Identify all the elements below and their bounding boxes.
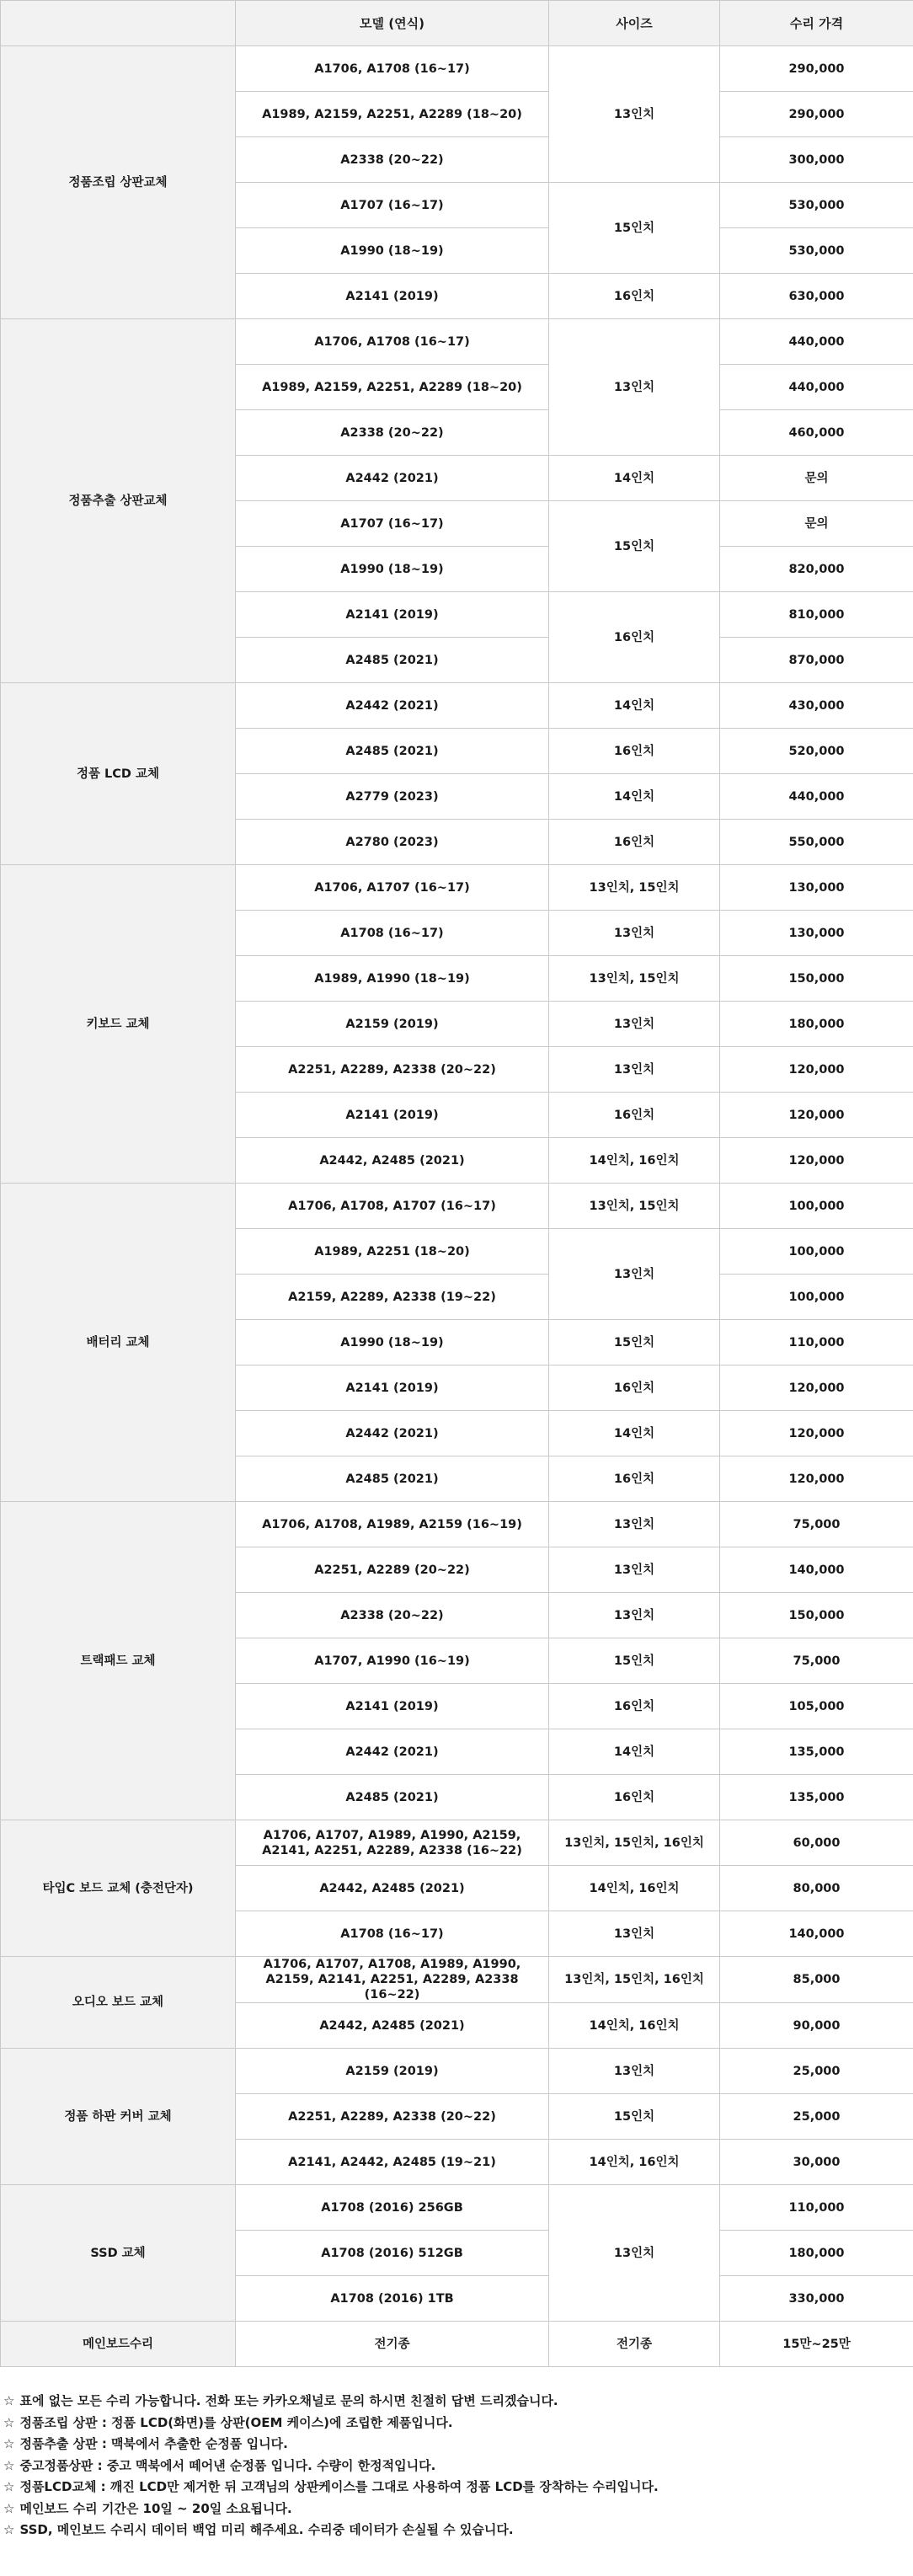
size-cell: 14인치 (549, 774, 720, 820)
category-cell: 메인보드수리 (1, 2322, 236, 2367)
price-cell: 90,000 (720, 2003, 913, 2049)
table-row (1, 2322, 913, 2367)
price-cell: 180,000 (720, 2231, 913, 2276)
size-cell: 13인치 (549, 1502, 720, 1547)
price-cell: 110,000 (720, 2185, 913, 2231)
note-text: 정품LCD교체 : 깨진 LCD만 제거한 뒤 고객님의 상판케이스를 그대로 사용하여 정품 LCD를 장착하는 수리입니다. (19, 2479, 659, 2494)
model-cell: A2338 (20~22) (236, 410, 549, 456)
size-cell: 14인치, 16인치 (549, 1866, 720, 1911)
size-cell: 14인치, 16인치 (549, 2003, 720, 2049)
model-cell: A1706, A1707, A1989, A1990, A2159, A2141, A2251, A2289, A2338 (16~22) (236, 1820, 549, 1866)
price-cell: 110,000 (720, 1320, 913, 1365)
size-cell: 14인치 (549, 683, 720, 729)
model-cell: A1708 (16~17) (236, 1911, 549, 1957)
price-cell: 25,000 (720, 2049, 913, 2094)
star-icon: ☆ (3, 2479, 15, 2494)
price-cell: 문의 (720, 456, 913, 501)
note-text: 표에 없는 모든 수리 가능합니다. 전화 또는 카카오채널로 문의 하시면 친절히 답변 드리겠습니다. (19, 2393, 558, 2408)
model-cell: A1990 (18~19) (236, 1320, 549, 1365)
price-cell: 120,000 (720, 1365, 913, 1411)
model-cell: A2442 (2021) (236, 683, 549, 729)
model-cell: A2442 (2021) (236, 456, 549, 501)
size-cell: 13인치 (549, 2185, 720, 2322)
table-body (1, 46, 913, 2367)
note-text: 중고정품상판 : 중고 맥북에서 떼어낸 순정품 입니다. 수량이 한정적입니다. (19, 2457, 436, 2473)
header-price: 수리 가격 (720, 1, 913, 46)
note-line (3, 2434, 910, 2456)
model-cell: A2141 (2019) (236, 274, 549, 319)
price-cell: 520,000 (720, 729, 913, 774)
size-cell: 16인치 (549, 1365, 720, 1411)
note-text: 정품추출 상판 : 맥북에서 추출한 순정품 입니다. (19, 2436, 288, 2451)
model-cell: A2780 (2023) (236, 820, 549, 865)
model-cell: A1707 (16~17) (236, 501, 549, 547)
star-icon: ☆ (3, 2393, 15, 2408)
price-cell: 150,000 (720, 956, 913, 1002)
model-cell: A1708 (2016) 512GB (236, 2231, 549, 2276)
size-cell: 13인치, 15인치 (549, 1184, 720, 1229)
category-cell: 배터리 교체 (1, 1184, 236, 1502)
note-text: 정품조립 상판 : 정품 LCD(화면)를 상판(OEM 케이스)에 조립한 제품입니다. (19, 2414, 453, 2430)
size-cell: 13인치 (549, 1002, 720, 1047)
price-cell: 460,000 (720, 410, 913, 456)
size-cell: 14인치, 16인치 (549, 1138, 720, 1184)
price-cell: 135,000 (720, 1729, 913, 1775)
star-icon: ☆ (3, 2522, 15, 2537)
model-cell: A2141 (2019) (236, 1684, 549, 1729)
notes-section (3, 2391, 910, 2541)
note-line (3, 2499, 910, 2520)
category-cell: 정품추출 상판교체 (1, 319, 236, 683)
model-cell: A2442, A2485 (2021) (236, 1138, 549, 1184)
price-cell: 440,000 (720, 774, 913, 820)
price-cell: 140,000 (720, 1547, 913, 1593)
model-cell: A1708 (16~17) (236, 911, 549, 956)
note-line (3, 2391, 910, 2413)
price-cell: 630,000 (720, 274, 913, 319)
table-row (1, 683, 913, 729)
table-row (1, 1820, 913, 1866)
note-line (3, 2456, 910, 2477)
size-cell: 13인치, 15인치 (549, 956, 720, 1002)
model-cell: A2485 (2021) (236, 729, 549, 774)
star-icon: ☆ (3, 2414, 15, 2430)
model-cell: A1990 (18~19) (236, 228, 549, 274)
model-cell: A1989, A2159, A2251, A2289 (18~20) (236, 365, 549, 410)
table-row (1, 46, 913, 92)
size-cell: 15인치 (549, 1320, 720, 1365)
model-cell: A2159 (2019) (236, 1002, 549, 1047)
size-cell: 14인치 (549, 456, 720, 501)
price-cell: 100,000 (720, 1184, 913, 1229)
price-cell: 300,000 (720, 137, 913, 183)
header-category (1, 1, 236, 46)
category-cell: 키보드 교체 (1, 865, 236, 1184)
price-cell: 120,000 (720, 1456, 913, 1502)
size-cell: 13인치 (549, 1047, 720, 1093)
price-cell: 100,000 (720, 1275, 913, 1320)
star-icon: ☆ (3, 2436, 15, 2451)
model-cell: A2141, A2442, A2485 (19~21) (236, 2140, 549, 2185)
size-cell: 16인치 (549, 1684, 720, 1729)
size-cell: 16인치 (549, 1775, 720, 1820)
model-cell: A2159, A2289, A2338 (19~22) (236, 1275, 549, 1320)
table-row (1, 865, 913, 911)
category-cell: SSD 교체 (1, 2185, 236, 2322)
model-cell: A2251, A2289, A2338 (20~22) (236, 2094, 549, 2140)
size-cell: 13인치, 15인치, 16인치 (549, 1820, 720, 1866)
model-cell: A1707 (16~17) (236, 183, 549, 228)
table-row (1, 2049, 913, 2094)
table-row (1, 1502, 913, 1547)
size-cell: 13인치 (549, 319, 720, 456)
size-cell: 16인치 (549, 729, 720, 774)
price-cell: 810,000 (720, 592, 913, 638)
price-cell: 30,000 (720, 2140, 913, 2185)
table-row (1, 319, 913, 365)
model-cell: A1706, A1708 (16~17) (236, 319, 549, 365)
model-cell: A2442 (2021) (236, 1411, 549, 1456)
note-line (3, 2477, 910, 2499)
size-cell: 14인치 (549, 1411, 720, 1456)
header-model: 모델 (연식) (236, 1, 549, 46)
size-cell: 15인치 (549, 1638, 720, 1684)
model-cell: A2442 (2021) (236, 1729, 549, 1775)
model-cell: A1706, A1708, A1989, A2159 (16~19) (236, 1502, 549, 1547)
model-cell: A2485 (2021) (236, 1775, 549, 1820)
size-cell: 16인치 (549, 1456, 720, 1502)
model-cell: A1706, A1708, A1707 (16~17) (236, 1184, 549, 1229)
size-cell: 13인치 (549, 1911, 720, 1957)
model-cell: A2141 (2019) (236, 1365, 549, 1411)
price-cell: 100,000 (720, 1229, 913, 1275)
model-cell: A1990 (18~19) (236, 547, 549, 592)
model-cell: A2251, A2289 (20~22) (236, 1547, 549, 1593)
price-cell: 330,000 (720, 2276, 913, 2322)
price-cell: 550,000 (720, 820, 913, 865)
size-cell: 13인치 (549, 1547, 720, 1593)
size-cell: 13인치, 15인치, 16인치 (549, 1957, 720, 2003)
model-cell: A2485 (2021) (236, 1456, 549, 1502)
price-cell: 820,000 (720, 547, 913, 592)
model-cell: A1989, A2159, A2251, A2289 (18~20) (236, 92, 549, 137)
price-cell: 440,000 (720, 365, 913, 410)
note-text: 메인보드 수리 기간은 10일 ~ 20일 소요됩니다. (19, 2500, 292, 2516)
size-cell: 16인치 (549, 274, 720, 319)
size-cell: 13인치 (549, 46, 720, 183)
model-cell: A1706, A1707, A1708, A1989, A1990, A2159, A2141, A2251, A2289, A2338 (16~22) (236, 1957, 549, 2003)
price-cell: 430,000 (720, 683, 913, 729)
model-cell: A2159 (2019) (236, 2049, 549, 2094)
price-cell: 150,000 (720, 1593, 913, 1638)
size-cell: 13인치 (549, 1229, 720, 1320)
price-cell: 870,000 (720, 638, 913, 683)
price-cell: 120,000 (720, 1093, 913, 1138)
price-cell: 290,000 (720, 46, 913, 92)
category-cell: 정품 하판 커버 교체 (1, 2049, 236, 2185)
price-cell: 530,000 (720, 183, 913, 228)
price-cell: 60,000 (720, 1820, 913, 1866)
model-cell: A2485 (2021) (236, 638, 549, 683)
model-cell: A1706, A1708 (16~17) (236, 46, 549, 92)
size-cell: 13인치 (549, 1593, 720, 1638)
table-row (1, 1957, 913, 2003)
model-cell: A2141 (2019) (236, 592, 549, 638)
price-cell: 290,000 (720, 92, 913, 137)
size-cell: 16인치 (549, 592, 720, 683)
size-cell: 13인치, 15인치 (549, 865, 720, 911)
star-icon: ☆ (3, 2500, 15, 2516)
model-cell: A1989, A1990 (18~19) (236, 956, 549, 1002)
table-header-row (1, 1, 913, 46)
price-cell: 80,000 (720, 1866, 913, 1911)
size-cell: 15인치 (549, 501, 720, 592)
price-cell: 75,000 (720, 1638, 913, 1684)
size-cell: 15인치 (549, 183, 720, 274)
note-line (3, 2520, 910, 2541)
model-cell: A1989, A2251 (18~20) (236, 1229, 549, 1275)
model-cell: A2442, A2485 (2021) (236, 1866, 549, 1911)
size-cell: 13인치 (549, 911, 720, 956)
table-row (1, 2185, 913, 2231)
category-cell: 트랙패드 교체 (1, 1502, 236, 1820)
category-cell: 정품조립 상판교체 (1, 46, 236, 319)
price-cell: 85,000 (720, 1957, 913, 2003)
model-cell: A2141 (2019) (236, 1093, 549, 1138)
model-cell: A1708 (2016) 256GB (236, 2185, 549, 2231)
note-text: SSD, 메인보드 수리시 데이터 백업 미리 해주세요. 수리중 데이터가 손실될 수 있습니다. (19, 2522, 514, 2537)
price-cell: 문의 (720, 501, 913, 547)
header-size: 사이즈 (549, 1, 720, 46)
price-cell: 25,000 (720, 2094, 913, 2140)
price-cell: 135,000 (720, 1775, 913, 1820)
note-line (3, 2413, 910, 2434)
price-cell: 440,000 (720, 319, 913, 365)
star-icon: ☆ (3, 2457, 15, 2473)
price-cell: 120,000 (720, 1411, 913, 1456)
price-cell: 130,000 (720, 865, 913, 911)
price-cell: 120,000 (720, 1047, 913, 1093)
model-cell: A1706, A1707 (16~17) (236, 865, 549, 911)
size-cell: 전기종 (549, 2322, 720, 2367)
size-cell: 16인치 (549, 1093, 720, 1138)
price-cell: 180,000 (720, 1002, 913, 1047)
model-cell: A2338 (20~22) (236, 1593, 549, 1638)
price-cell: 130,000 (720, 911, 913, 956)
model-cell: A2251, A2289, A2338 (20~22) (236, 1047, 549, 1093)
model-cell: A1707, A1990 (16~19) (236, 1638, 549, 1684)
category-cell: 오디오 보드 교체 (1, 1957, 236, 2049)
size-cell: 14인치, 16인치 (549, 2140, 720, 2185)
price-cell: 105,000 (720, 1684, 913, 1729)
price-cell: 120,000 (720, 1138, 913, 1184)
size-cell: 14인치 (549, 1729, 720, 1775)
model-cell: A2338 (20~22) (236, 137, 549, 183)
size-cell: 16인치 (549, 820, 720, 865)
size-cell: 15인치 (549, 2094, 720, 2140)
model-cell: 전기종 (236, 2322, 549, 2367)
category-cell: 정품 LCD 교체 (1, 683, 236, 865)
model-cell: A1708 (2016) 1TB (236, 2276, 549, 2322)
category-cell: 타입C 보드 교체 (충전단자) (1, 1820, 236, 1957)
table-row (1, 1184, 913, 1229)
model-cell: A2779 (2023) (236, 774, 549, 820)
price-cell: 530,000 (720, 228, 913, 274)
price-cell: 140,000 (720, 1911, 913, 1957)
price-cell: 75,000 (720, 1502, 913, 1547)
size-cell: 13인치 (549, 2049, 720, 2094)
model-cell: A2442, A2485 (2021) (236, 2003, 549, 2049)
price-cell: 15만~25만 (720, 2322, 913, 2367)
